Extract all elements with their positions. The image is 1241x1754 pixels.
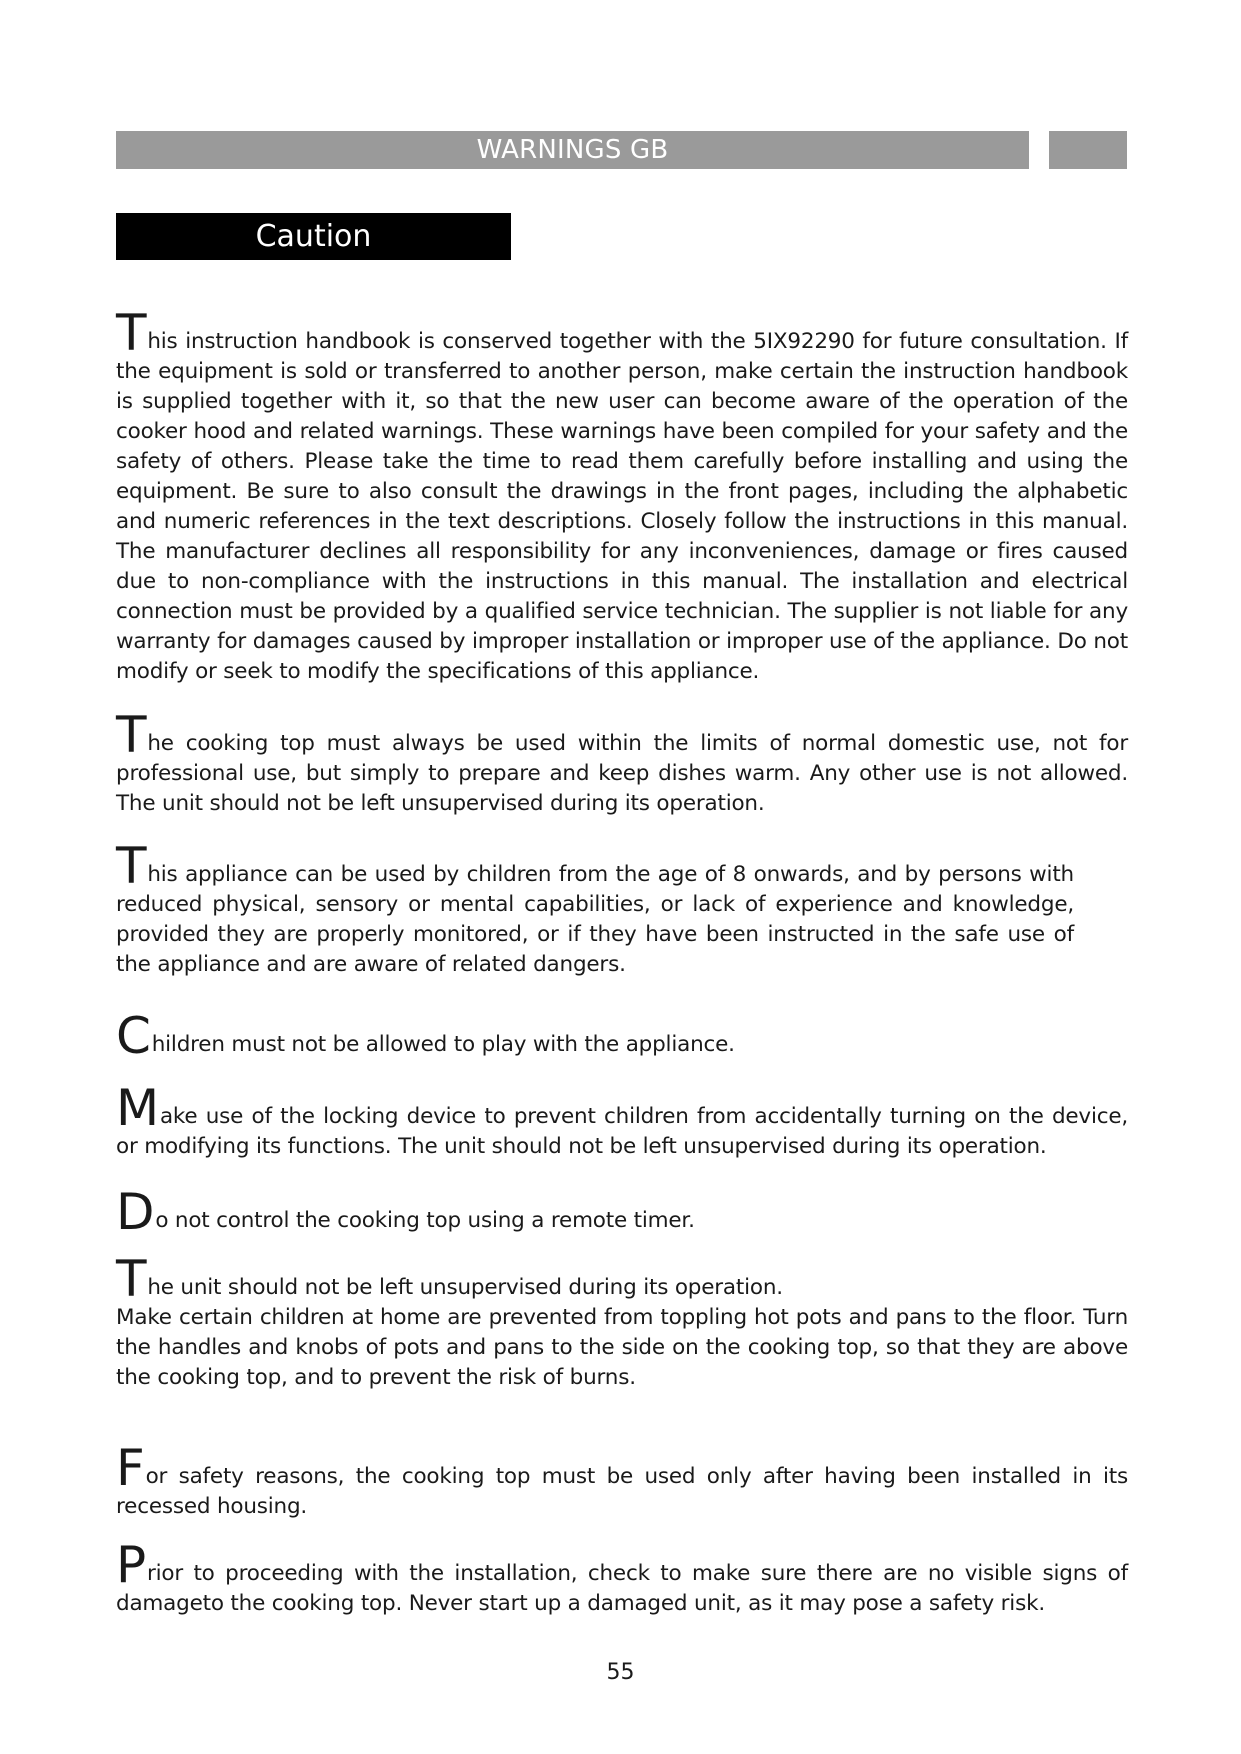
- drop-cap: T: [116, 837, 147, 895]
- paragraph-first-line: [116, 1250, 1128, 1308]
- paragraph-continuation: Make certain children at home are prevented from toppling hot pots and pans to the floor. Turn the handles and knobs of pots and pans to the side on the cooking top, so that they are above the cooking top, and to prevent the risk of burns.: [116, 1305, 1128, 1390]
- paragraph-recessed-housing: [116, 1439, 1128, 1522]
- paragraph-text: he cooking top must always be used within the limits of normal domestic use, not for professional use, but simply to prepare and keep dishes warm. Any other use is not allowed. The unit should not be left unsupervised during its operation.: [116, 731, 1128, 816]
- caution-heading: [116, 213, 511, 260]
- drop-cap: F: [116, 1439, 145, 1497]
- paragraph-children-age: [116, 837, 1074, 980]
- drop-cap: M: [116, 1079, 159, 1137]
- drop-cap: T: [116, 706, 147, 764]
- paragraph-damage-check: [116, 1536, 1128, 1619]
- drop-cap: D: [116, 1183, 155, 1241]
- paragraph-text: he unit should not be left unsupervised during its operation.: [147, 1275, 783, 1300]
- paragraph-handbook-conservation: [116, 304, 1128, 687]
- paragraph-text: or safety reasons, the cooking top must be used only after having been installed in its recessed housing.: [116, 1464, 1128, 1519]
- paragraph-text: ake use of the locking device to prevent children from accidentally turning on the device, or modifying its functions. The unit should not be left unsupervised during its operation.: [116, 1104, 1128, 1159]
- drop-cap: C: [116, 1007, 151, 1065]
- paragraph-text: hildren must not be allowed to play with the appliance.: [151, 1032, 735, 1057]
- section-header-title: WARNINGS GB: [476, 135, 669, 165]
- paragraph-remote-timer: [116, 1183, 1128, 1241]
- section-header-bar: [116, 131, 1029, 169]
- paragraph-text: his instruction handbook is conserved together with the 5IX92290 for future consultation. If the equipment is sold or transferred to another person, make certain the instruction handbook is supplied together with it, so that the new user can become aware of the operation of the cooker hood and related warnings. These warnings have been compiled for your safety and the safety of others. Please take the time to read them carefully before installing and using the equipment. Be sure to also consult the drawings in the front pages, including the alphabetic and numeric references in the text descriptions. Closely follow the instructions in this manual. The manufacturer declines all responsibility for any inconveniences, damage or fires caused due to non-compliance with the instructions in this manual. The installation and electrical connection must be provided by a qualified service technician. The supplier is not liable for any warranty for damages caused by improper installation or improper use of the appliance. Do not modify or seek to modify the specifications of this appliance.: [116, 329, 1128, 684]
- paragraph-text: his appliance can be used by children from the age of 8 onwards, and by persons with reduced physical, sensory or mental capabilities, or lack of experience and knowledge, provided they are properly monitored, or if they have been instructed in the safe use of the appliance and are aware of related dangers.: [116, 862, 1074, 977]
- paragraph-unsupervised: [116, 1250, 1128, 1393]
- section-header-tab: [1049, 131, 1127, 169]
- paragraph-locking-device: [116, 1079, 1128, 1162]
- paragraph-children-play: [116, 1007, 1128, 1065]
- drop-cap: P: [116, 1536, 146, 1594]
- page-number: 55: [606, 1660, 635, 1685]
- drop-cap: T: [116, 304, 147, 362]
- caution-heading-label: Caution: [255, 219, 372, 254]
- drop-cap: T: [116, 1250, 147, 1308]
- paragraph-domestic-use: [116, 706, 1128, 819]
- paragraph-text: rior to proceeding with the installation, check to make sure there are no visible signs of damageto the cooking top. Never start up a damaged unit, as it may pose a safety risk.: [116, 1561, 1128, 1616]
- paragraph-text: o not control the cooking top using a remote timer.: [155, 1208, 695, 1233]
